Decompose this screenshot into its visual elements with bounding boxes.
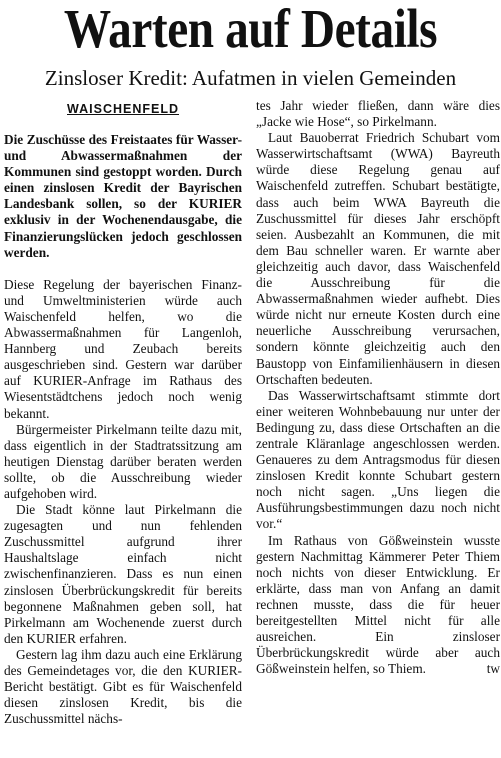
- author-signature: tw: [486, 661, 500, 677]
- article-column-left: [4, 96, 242, 756]
- body-paragraph: [256, 533, 500, 678]
- body-paragraph: Laut Bauoberrat Friedrich Schubart vom Wasserwirtschaftsamt (WWA) Bayreuth würde diese Regelung genau auf Waischenfeld zutreffen. Schubart bestätigte, dass auch beim WWA Bayreuth die Zuschussmittel für dieses Jahr erschöpft seien. Ausbezahlt an Kommunen, die mit dem Bau schneller waren. Er warnte aber gleichzeitig auch davor, dass Waischenfeld die Ausschreibung für die Abwassermaßnahmen wieder aufhebt. Dies würde nicht nur erneute Kosten durch eine neuerliche Ausschreibung verursachen, sondern könnte gleichzeitig auch den Baustopp von Einfamilienhäusern in diesen Ortschaften bedeuten.: [256, 130, 500, 387]
- body-paragraph-text: Im Rathaus von Gößweinstein wusste gestern Nachmittag Kämmerer Peter Thiem noch nichts von dieser Entwicklung. Er erklärte, dass man von Anfang an damit rechnen musste, dass die für heuer bereitgestellten Mittel nicht für alle ausreichen. Ein zinsloser Überbrückungskredit würde aber auch Gößweinstein helfen, so Thiem.: [256, 532, 500, 677]
- body-paragraph: Bürgermeister Pirkelmann teilte dazu mit, dass eigentlich in der Stadtratssitzung am heutigen Dienstag darüber beraten werden sollte, ob die Ausschreibung wieder aufgehoben wird.: [4, 421, 242, 501]
- headline: Warten auf Details: [63, 0, 438, 59]
- lead-paragraph: Die Zuschüsse des Freistaates für Wasser- und Abwassermaßnahmen der Kommunen sind gestoppt worden. Durch einen zinslosen Kredit der Bayrischen Landesbank sollen, so der KURIER exklusiv in der Wochenendausgabe, die Finanzierungslücken jedoch geschlossen werden.: [4, 132, 242, 260]
- article-column-right: [256, 98, 500, 758]
- body-paragraph: Diese Regelung der bayerischen Finanz- und Umweltministerien würde auch Waischenfeld helfen, wo die Abwassermaßnahmen für Langenloh, Hannberg und Zeubach bereits ausgeschrieben sind. Gestern war darüber auf KURIER-Anfrage im Rathaus des Wiesentstädtchens jedoch noch wenig bekannt.: [4, 276, 242, 421]
- body-paragraph: Die Stadt könne laut Pirkelmann die zugesagten und nun fehlenden Zuschussmittel aufgrund ihrer Haushaltslage einfach nicht zwischenfinanzieren. Dass es nun einen zinslosen Überbrückungskredit für bereits begonnene Maßnahmen geben soll, hat Pirkelmann am Wochenende zuerst durch den KURIER erfahren.: [4, 502, 242, 646]
- body-paragraph: Das Wasserwirtschaftsamt stimmte dort einer weiteren Wohnbebauung nur unter der Bedingung zu, dass diese Ortschaften an die zentrale Kläranlage angeschlossen werden. Genaueres zu dem Antragsmodus für diesen zinslosen Kredit konnte Schubart gestern noch nicht sagen. „Uns liegen die Ausführungsbestimmungen dazu noch nicht vor.“: [256, 387, 500, 532]
- dateline: WAISCHENFELD: [67, 102, 179, 116]
- body-paragraph: tes Jahr wieder fließen, dann wäre dies „Jacke wie Hose“, so Pirkelmann.: [256, 98, 500, 130]
- subheadline: Zinsloser Kredit: Aufatmen in vielen Gemeinden: [44, 66, 457, 90]
- body-paragraph: Gestern lag ihm dazu auch eine Erklärung des Gemeindetages vor, die den KURIER-Bericht bestätigt. Gibt es für Waischenfeld diesen zinslosen Kredit, bis die Zuschussmittel nächs-: [4, 646, 242, 727]
